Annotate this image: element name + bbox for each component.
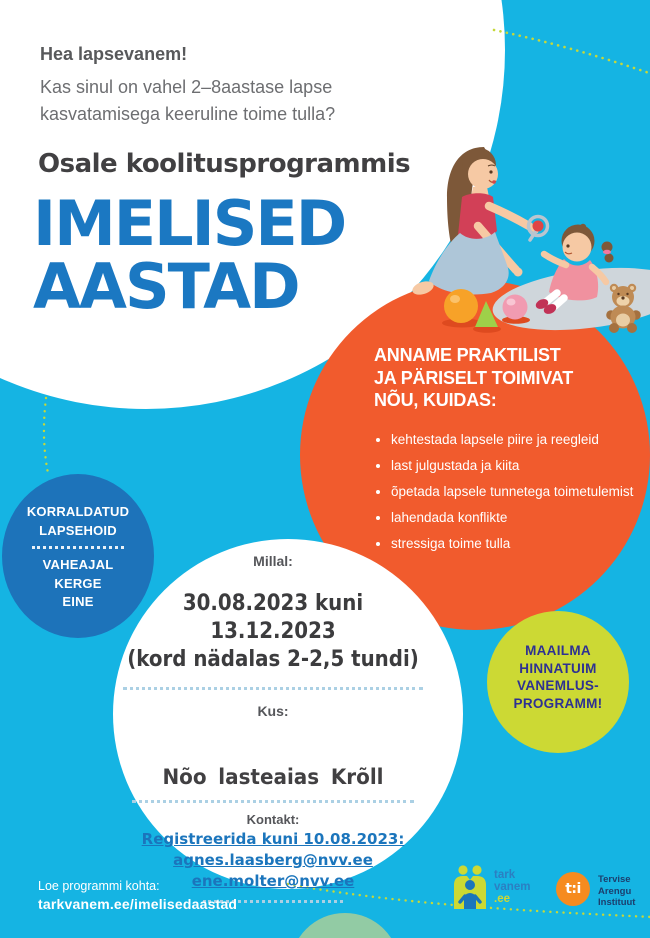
benefit-item: kehtestada lapsele piire ja reegleid	[374, 427, 636, 453]
cta-line: Osale koolitusprogrammis	[38, 149, 411, 179]
badge-line: MAAILMA	[525, 643, 591, 658]
benefit-item: stressiga toime tulla	[374, 531, 636, 557]
contact-label: Kontakt:	[246, 812, 300, 827]
program-title	[33, 187, 346, 323]
badge-line: HINNATUIM	[519, 660, 597, 676]
date-range: 30.08.2023 kuni 13.12.2023	[182, 591, 364, 644]
benefit-item: õpetada lapsele tunnetega toimetulemist	[374, 479, 636, 505]
tarkvanem-logo-text: tark vanem .ee	[494, 869, 531, 905]
benefits-list	[374, 427, 636, 557]
schedule-divider-2	[132, 800, 414, 803]
title-line-2: AASTAD	[33, 250, 299, 323]
tai-logo	[556, 872, 590, 906]
intro-line-1: Kas sinul on vahel 2–8aastase lapse	[40, 77, 333, 97]
tai-monogram: t:i	[565, 881, 581, 897]
perk-line: KERGE	[54, 575, 102, 591]
mother-top	[458, 193, 497, 239]
dashed-arc-top-right	[494, 30, 650, 74]
mother-face	[468, 159, 498, 189]
perk-line: KORRALDATUD	[26, 504, 130, 519]
mother-child-illustration	[395, 118, 650, 333]
footer-info-label: Loe programmi kohta:	[38, 879, 160, 893]
benefits-block	[374, 344, 636, 557]
mother-skirt	[429, 232, 509, 295]
benefit-item: lahendada konflikte	[374, 505, 636, 531]
frequency: (kord nädalas 2-2,5 tundi)	[127, 647, 419, 672]
intro-line-2: kasvatamisega keeruline toime tulla?	[40, 104, 336, 124]
location-value: Nõo lasteaias Krõll	[162, 765, 384, 789]
schedule-block	[108, 553, 438, 903]
child-pigtail-bow	[603, 250, 611, 254]
badge-line: PROGRAMM!	[513, 695, 603, 711]
schedule-dates	[125, 590, 422, 674]
email-link-primary[interactable]: agnes.laasberg@nvv.ee	[173, 851, 373, 869]
email-link-secondary[interactable]: ene.molter@nvv.ee	[191, 872, 355, 890]
register-deadline-link[interactable]: Registreerida kuni 10.08.2023:	[141, 830, 405, 848]
perk-line: LAPSEHOID	[39, 522, 117, 538]
where-label: Kus:	[257, 703, 289, 719]
when-label: Millal:	[253, 553, 293, 569]
perk-line: VAHEAJAL	[42, 557, 114, 572]
perks-divider	[32, 546, 124, 549]
perk-line: EINE	[62, 594, 94, 609]
footer-info	[38, 877, 237, 913]
pink-ball	[503, 295, 528, 320]
tarkvanem-logo	[452, 863, 530, 909]
title-line-1: IMELISED	[33, 187, 346, 260]
benefits-heading: ANNAME PRAKTILIST JA PÄRISELT TOIMIVAT NÕU, KUIDAS:	[374, 345, 574, 410]
footer-info-url[interactable]: tarkvanem.ee/imelisedaastad	[38, 896, 238, 912]
intro-question	[40, 74, 335, 128]
schedule-divider-1	[123, 687, 423, 690]
greeting: Hea lapsevanem!	[40, 44, 188, 64]
badge-line: VANEMLUS-	[517, 678, 599, 693]
tai-institute-name: Tervise Arengu Instituut	[598, 874, 636, 908]
orange-ball	[444, 289, 478, 323]
dashed-line-left	[44, 398, 48, 473]
world-badge	[494, 642, 622, 712]
benefit-item: last julgustada ja kiita	[374, 453, 636, 479]
tarkvanem-family-icon	[452, 863, 488, 909]
